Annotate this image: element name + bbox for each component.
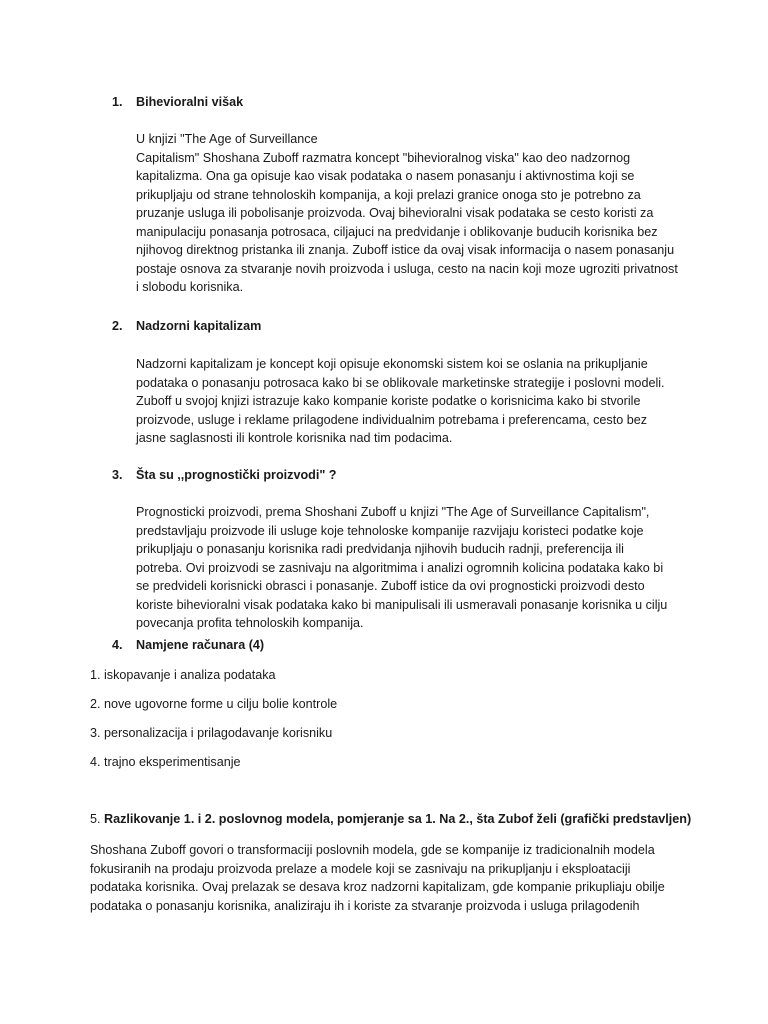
section-3-number: 3. — [112, 468, 123, 482]
section-3-title: Šta su ,,prognostički proizvodi" ? — [136, 468, 337, 482]
text-line: proizvode, usluge i reklame prilagodene individualnim potrebama i preferencama, cesto bez — [136, 412, 648, 427]
list-item: 4. trajno eksperimentisanje — [90, 755, 241, 769]
text-line: U knjizi "The Age of Surveillance — [136, 132, 318, 146]
text-line: njihovog direktnog pristanka ili znanja. Zuboff istice da ovaj visak informacija o nasem ponasanju — [136, 243, 675, 257]
section-1-paragraph — [136, 130, 678, 297]
text-line: podataka o ponasanju korisnika, analiziraju ih i koriste za stvaranje proizvoda i usluga prilagodenih — [90, 898, 640, 913]
text-line: kapitalizma. Ona ga opisuje kao visak podataka o nasem ponasanju i aktivnostima koji se — [136, 169, 635, 183]
section-4-heading — [112, 638, 265, 652]
text-line: Nadzorni kapitalizam je koncept koji opisuje ekonomski sistem koi se oslania na prikupljanie — [136, 357, 648, 371]
text-line: pruzanje usluga ili pobolisanje proizvoda. Ovaj bihevioralni visak podataka se cesto koristi za — [136, 206, 654, 220]
text-line: Capitalism" Shoshana Zuboff razmatra koncept "bihevioralnog viska" kao deo nadzornog — [136, 150, 631, 165]
section-5-title: Razlikovanje 1. i 2. poslovnog modela, pomjeranje sa 1. Na 2., šta Zubof želi (grafički predstavljen) — [104, 812, 692, 826]
text-line: koriste bihevioralni visak podataka kako bi manipulisali ili usmeravali ponasanje korisnika u cilju — [136, 597, 668, 612]
section-3-paragraph — [136, 503, 667, 633]
section-1-number: 1. — [112, 95, 123, 109]
text-line: potreba. Ovi proizvodi se zasnivaju na algoritmima i analizi ogromnih kolicina podataka kako bi — [136, 560, 664, 575]
text-line: jasne saglasnosti ili kontrole korisnika nad tim podacima. — [136, 431, 453, 445]
section-4-title: Namjene računara (4) — [136, 638, 265, 652]
section-2-title: Nadzorni kapitalizam — [136, 319, 262, 333]
section-2-number: 2. — [112, 319, 123, 333]
text-line: prikupljaju o ponasanju korisnika radi predvidanja njihovih buducih radnji, preferencija ili — [136, 542, 624, 556]
text-line: i slobodu korisnika. — [136, 280, 244, 294]
text-line: predstavljaju proizvode ili usluge koje tehnoloske kompanije razvijaju koristeci podatke koje — [136, 523, 644, 538]
text-line: manipulaciju ponasanja potrosaca, ciljajuci na predvidanje i oblikovanje buducih korisnika bez — [136, 224, 658, 239]
text-line: Prognosticki proizvodi, prema Shoshani Zuboff u knjizi "The Age of Surveillance Capitalism", — [136, 505, 650, 519]
text-line: povecanja profita tehnoloskih kompanija. — [136, 616, 364, 630]
text-line: postaje osnova za stvaranje novih proizvoda i usluga, cesto na nacin koji moze ugroziti privatnost — [136, 261, 678, 276]
section-2-heading — [112, 319, 262, 333]
section-3-heading — [112, 468, 337, 482]
text-line: podataka o ponasanju potrosaca kako bi se oblikovale marketinske strategije i poslovni modeli. — [136, 375, 665, 390]
list-item: 1. iskopavanje i analiza podataka — [90, 668, 276, 682]
section-5-paragraph — [90, 841, 665, 915]
text-line: fokusiranih na prodaju proizvoda prelaze a modele koji se zasnivaju na prikupljanju i eksploataciji — [90, 861, 631, 876]
text-line: prikupljaju od strane tehnoloskih kompanija, a koji prelazi granice onoga sto je potrebno za — [136, 187, 641, 202]
text-line: se predvideli korisnicki obrasci i ponasanje. Zuboff istice da ovi prognosticki proizvodi desto — [136, 579, 645, 593]
text-line: podataka korisnika. Ovaj prelazak se desava kroz nadzorni kapitalizam, gde kompanie prikupliaju obilje — [90, 880, 665, 894]
text-line: Shoshana Zuboff govori o transformaciji poslovnih modela, gde se kompanije iz tradicionalnih modela — [90, 843, 655, 857]
section-2-paragraph — [136, 355, 665, 448]
section-4-number: 4. — [112, 638, 123, 652]
list-item: 2. nove ugovorne forme u cilju bolie kontrole — [90, 697, 338, 711]
list-item: 3. personalizacija i prilagodavanje korisniku — [90, 726, 333, 740]
text-line: Zuboff u svojoj knjizi istrazuje kako kompanie koriste podatke o korisnicima kako bi stvorile — [136, 394, 641, 408]
section-1-title: Bihevioralni višak — [136, 95, 244, 109]
section-5-heading — [90, 812, 691, 826]
section-5-number: 5. — [90, 812, 105, 826]
section-1-heading — [112, 95, 244, 109]
